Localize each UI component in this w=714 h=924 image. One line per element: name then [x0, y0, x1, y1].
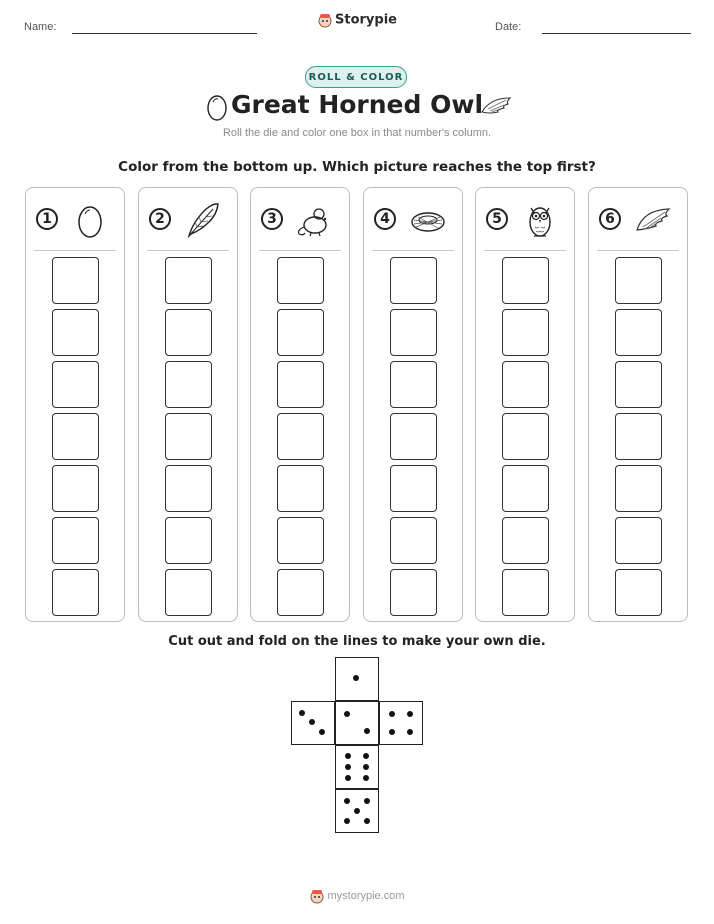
brand-name: Storypie	[335, 12, 397, 28]
color-box[interactable]	[390, 309, 437, 356]
die-pip	[319, 729, 325, 735]
color-box[interactable]	[502, 517, 549, 564]
name-label: Name:	[24, 21, 57, 33]
color-box[interactable]	[277, 309, 324, 356]
roll-and-color-badge: ROLL & COLOR	[305, 66, 407, 88]
column-number: 5	[486, 208, 508, 230]
color-box[interactable]	[615, 309, 662, 356]
color-box[interactable]	[615, 517, 662, 564]
column-number: 6	[599, 208, 621, 230]
die-instruction: Cut out and fold on the lines to make your own die.	[168, 634, 546, 649]
column-1	[25, 187, 125, 622]
die-pip	[353, 675, 359, 681]
color-box[interactable]	[165, 465, 212, 512]
column-divider	[484, 250, 566, 251]
color-box[interactable]	[390, 361, 437, 408]
color-box[interactable]	[52, 257, 99, 304]
column-5	[475, 187, 575, 622]
color-box[interactable]	[390, 465, 437, 512]
color-box[interactable]	[615, 361, 662, 408]
color-box[interactable]	[165, 569, 212, 616]
color-box[interactable]	[390, 413, 437, 460]
storypie-logo-icon	[317, 12, 333, 28]
name-line	[72, 33, 257, 34]
die-pip	[344, 798, 350, 804]
die-pip	[344, 711, 350, 717]
die-face-5	[335, 789, 379, 833]
footer-url[interactable]: mystorypie.com	[327, 889, 405, 902]
column-6	[588, 187, 688, 622]
color-box[interactable]	[165, 517, 212, 564]
die-face-3	[291, 701, 335, 745]
color-box[interactable]	[502, 361, 549, 408]
die-face-4	[379, 701, 423, 745]
die-pip	[363, 775, 369, 781]
die-pip	[364, 798, 370, 804]
color-box[interactable]	[165, 309, 212, 356]
die-pip	[309, 719, 315, 725]
color-box[interactable]	[52, 569, 99, 616]
column-4	[363, 187, 463, 622]
die-face-1	[335, 657, 379, 701]
color-box[interactable]	[52, 517, 99, 564]
die-pip	[354, 808, 360, 814]
feather-icon	[183, 200, 223, 240]
die-pip	[299, 710, 305, 716]
egg-icon	[70, 200, 110, 240]
color-box[interactable]	[615, 413, 662, 460]
color-box[interactable]	[502, 309, 549, 356]
color-box[interactable]	[277, 569, 324, 616]
color-box[interactable]	[52, 361, 99, 408]
color-box[interactable]	[502, 465, 549, 512]
title-wing-icon	[480, 94, 512, 118]
die-pip	[389, 711, 395, 717]
color-box[interactable]	[165, 257, 212, 304]
subtitle: Roll the die and color one box in that number's column.	[222, 127, 492, 139]
color-box[interactable]	[615, 465, 662, 512]
footer	[0, 888, 714, 904]
color-box[interactable]	[277, 257, 324, 304]
die-pip	[407, 729, 413, 735]
instruction: Color from the bottom up. Which picture reaches the top first?	[118, 159, 596, 175]
storypie-logo-icon	[309, 888, 325, 904]
color-box[interactable]	[615, 257, 662, 304]
column-divider	[147, 250, 229, 251]
column-divider	[372, 250, 454, 251]
die-pip	[389, 729, 395, 735]
die-pip	[363, 753, 369, 759]
column-number: 3	[261, 208, 283, 230]
color-box[interactable]	[390, 257, 437, 304]
column-2	[138, 187, 238, 622]
color-box[interactable]	[277, 465, 324, 512]
color-box[interactable]	[277, 361, 324, 408]
die-pip	[364, 728, 370, 734]
die-pip	[363, 764, 369, 770]
mouse-icon	[295, 200, 335, 240]
die-face-6	[335, 745, 379, 789]
date-line	[542, 33, 691, 34]
color-box[interactable]	[52, 465, 99, 512]
die-pip	[407, 711, 413, 717]
column-number: 4	[374, 208, 396, 230]
nest-icon	[408, 200, 448, 240]
color-box[interactable]	[615, 569, 662, 616]
color-box[interactable]	[502, 257, 549, 304]
owl-icon	[520, 200, 560, 240]
page-title: Great Horned Owl	[230, 90, 484, 119]
die-pip	[345, 764, 351, 770]
color-box[interactable]	[52, 413, 99, 460]
date-label: Date:	[495, 21, 522, 33]
column-3	[250, 187, 350, 622]
brand	[0, 12, 714, 28]
color-box[interactable]	[277, 413, 324, 460]
die-pip	[345, 753, 351, 759]
column-number: 2	[149, 208, 171, 230]
die-pip	[345, 775, 351, 781]
color-box[interactable]	[165, 361, 212, 408]
color-box[interactable]	[52, 309, 99, 356]
color-box[interactable]	[502, 413, 549, 460]
column-divider	[597, 250, 679, 251]
color-box[interactable]	[390, 517, 437, 564]
wing-icon	[633, 200, 673, 240]
column-number: 1	[36, 208, 58, 230]
column-divider	[259, 250, 341, 251]
die-pip	[364, 818, 370, 824]
die-pip	[344, 818, 350, 824]
color-box[interactable]	[502, 569, 549, 616]
color-box[interactable]	[165, 413, 212, 460]
color-box[interactable]	[277, 517, 324, 564]
column-divider	[34, 250, 116, 251]
die-face-2	[335, 701, 379, 745]
color-box[interactable]	[390, 569, 437, 616]
